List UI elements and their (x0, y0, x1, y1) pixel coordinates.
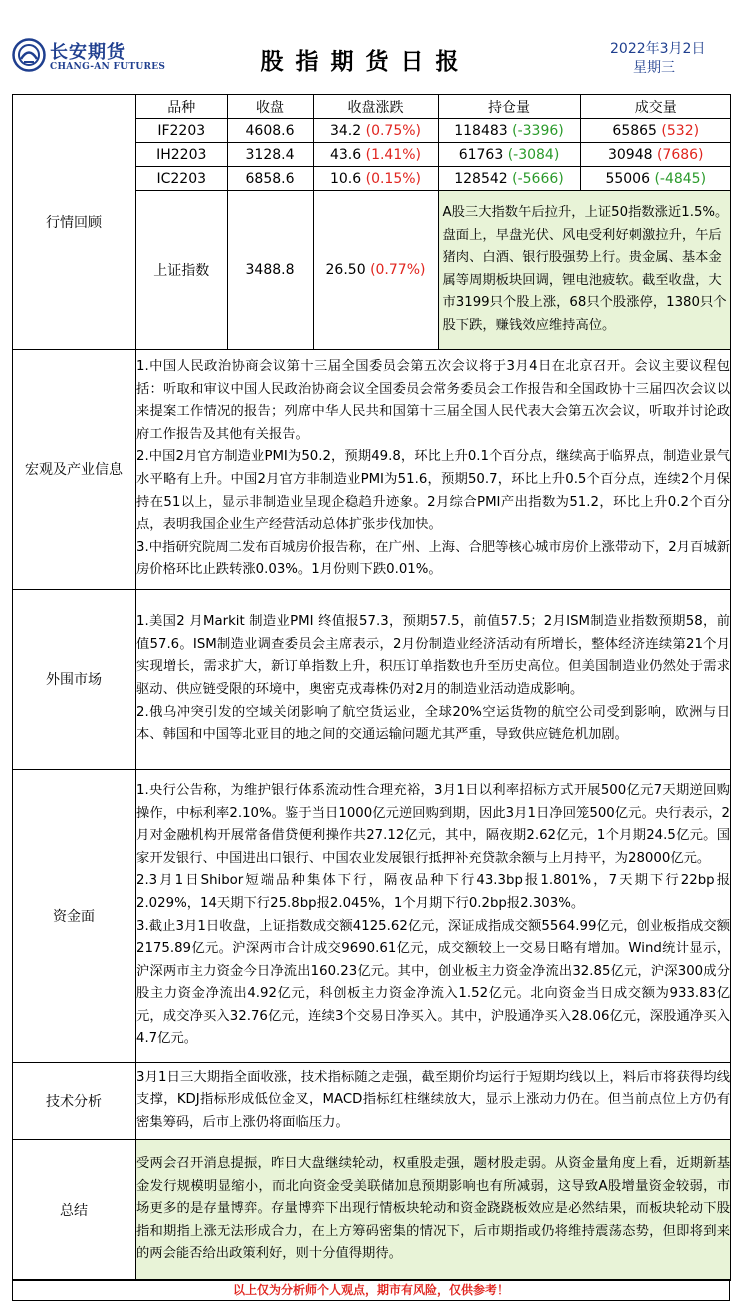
section-label-funds: 资金面 (13, 769, 136, 1062)
report-header (0, 0, 731, 95)
close-change: 43.6 (1.41%) (313, 143, 438, 167)
column-header: 持仓量 (438, 95, 580, 119)
change-percent: (0.75%) (365, 122, 422, 139)
market-comment: A股三大指数午后拉升，上证50指数涨近1.5%。盘面上，早盘光伏、风电受利好刺激拉升，午后猪肉、白酒、银行股强势上行。贵金属、基本金属等周期板块回调，锂电池疲软。截至收盘，大市3199只个股上涨，68只个股涨停，1380只个股下跌，赚钱效应维持高位。 (438, 191, 731, 349)
index-row (136, 191, 731, 349)
volume-change: (-4845) (654, 170, 707, 187)
macro-content (136, 349, 731, 589)
technical-row (13, 1062, 731, 1139)
section-label-overseas: 外围市场 (13, 589, 136, 769)
index-name: 上证指数 (136, 191, 227, 349)
paragraph: 2.俄乌冲突引发的空域关闭影响了航空货运业，全球20%空运货物的航空公司受到影响，欧洲与日本、韩国和中国等北亚目的地之间的交通运输问题尤其严重，导致供应链危机加剧。 (136, 704, 730, 743)
table-row (136, 119, 731, 143)
report-table (12, 94, 731, 1281)
market-content (136, 95, 731, 350)
column-header: 收盘 (227, 95, 313, 119)
brand-name-en: CHANG-AN FUTURES (50, 62, 166, 72)
paragraph: 1.美国2 月Markit 制造业PMI 终值报57.3，预期57.5，前值57.5；2月ISM制造业指数预期58，前值57.6。ISM制造业调查委员会主席表示，2月份制造业经济活动有所增长，整体经济连续第21个月实现增长，需求扩大，新订单指数上升，积压订单指数也升至历史高位。但美国制造业仍然处于需求驱动、供应链受限的环境中，奥密克戎毒株仍对2月的制造业活动造成影响。 (136, 614, 730, 697)
report-date: 2022年3月2日 (610, 41, 706, 57)
volume: 30948 (7686) (580, 143, 731, 167)
report-title: 股指期货日报 (260, 49, 471, 75)
funds-row (13, 769, 731, 1062)
volume-change: (7686) (656, 146, 704, 163)
overseas-content (136, 589, 731, 769)
market-header-row (136, 95, 731, 119)
paragraph: 2.3月1日Shibor短端品种集体下行，隔夜品种下行43.3bp报1.801%，7天期下行22bp报2.029%，14天期下行25.8bp报2.045%，1个月期下行0.2bp报2.303%。 (136, 873, 730, 911)
volume: 65865 (532) (580, 119, 731, 143)
close-price: 6858.6 (227, 167, 313, 191)
oi-change: (-3084) (507, 146, 560, 163)
paragraph: 3.中指研究院周二发布百城房价报告称，在广州、上海、合肥等核心城市房价上涨带动下，2月百城新房价格环比止跌转涨0.03%。1月份则下跌0.01%。 (136, 539, 730, 578)
index-change: 26.50 (0.77%) (313, 191, 438, 349)
paragraph: 3.截止3月1日收盘，上证指数成交额4125.62亿元，深证成指成交额5564.99亿元，创业板指成交额2175.89亿元。沪深两市合计成交9690.61亿元，成交额较上一交易日略有增加。Wind统计显示，沪深两市主力资金今日净流出160.23亿元。其中，创业板主力资金净流出32.85亿元，沪深300成分股主力资金净流出4.92亿元，科创板主力资金净流入1.52亿元。北向资金当日成交额为933.83亿元，成交净买入32.76亿元，连续3个交易日净买入。其中，沪股通净买入28.06亿元，深股通净买入4.7亿元。 (136, 918, 730, 1047)
open-interest: 118483 (-3396) (438, 119, 580, 143)
summary-content (136, 1139, 731, 1280)
table-row (136, 143, 731, 167)
overseas-row (13, 589, 731, 769)
report-weekday: 星期三 (633, 60, 675, 76)
paragraph: 3月1日三大期指全面收涨，技术指标随之走强，截至期价均运行于短期均线以上，料后市将获得均线支撑，KDJ指标形成低位金叉，MACD指标红柱继续放大，显示上涨动力仍在。但当前点位上方仍有密集筹码，后市上涨仍将面临压力。 (136, 1069, 730, 1130)
change-percent: (0.77%) (370, 261, 426, 278)
summary-row (13, 1139, 731, 1280)
section-label-technical: 技术分析 (13, 1062, 136, 1139)
column-header: 收盘涨跌 (313, 95, 438, 119)
contract-name: IH2203 (136, 143, 227, 167)
change-percent: (1.41%) (365, 146, 422, 163)
open-interest: 128542 (-5666) (438, 167, 580, 191)
column-header: 成交量 (580, 95, 731, 119)
contract-name: IC2203 (136, 167, 227, 191)
paragraph: 2.中国2月官方制造业PMI为50.2，预期49.8，环比上升0.1个百分点，继续高于临界点，制造业景气水平略有上升。中国2月官方非制造业PMI为51.6，预期50.7，环比上升0.5个百分点，连续2个月保持在51以上，显示非制造业呈现企稳趋升迹象。2月综合PMI产出指数为51.2，环比上升0.2个百分点，表明我国企业生产经营活动总体扩张步伐加快。 (136, 449, 730, 533)
paragraph: 1.中国人民政治协商会议第十三届全国委员会第五次会议将于3月4日在北京召开。会议主要议程包括：听取和审议中国人民政治协商会议全国委员会常务委员会工作报告和全国政协十三届四次会议以来提案工作情况的报告；列席中华人民共和国第十三届全国人民代表大会第五次会议，听取并讨论政府工作报告及其他有关报告。 (136, 359, 730, 442)
funds-content (136, 769, 731, 1062)
section-label-market: 行情回顾 (13, 95, 136, 350)
oi-change: (-3396) (512, 122, 564, 139)
close-price: 3128.4 (227, 143, 313, 167)
close-change: 34.2 (0.75%) (313, 119, 438, 143)
volume-change: (532) (661, 122, 700, 139)
volume: 55006 (-4845) (580, 167, 731, 191)
close-change: 10.6 (0.15%) (313, 167, 438, 191)
contract-name: IF2203 (136, 119, 227, 143)
market-table (136, 95, 731, 349)
technical-content (136, 1062, 731, 1139)
close-price: 4608.6 (227, 119, 313, 143)
paragraph: 受两会召开消息提振，昨日大盘继续轮动，权重股走强，题材股走弱。从资金量角度上看，近期新基金发行规模明显缩小，而北向资金受美联储加息预期影响也有所减弱，这导致A股增量资金较弱，市场更多的是存量博弈。存量博弈下出现行情板块轮动和资金跷跷板效应是必然结果，而板块轮动下股指和期指上涨无法形成合力，在上方筹码密集的情况下，后市期指或仍将维持震荡态势，但即将到来的两会能否给出政策利好，则十分值得期待。 (136, 1156, 730, 1262)
change-percent: (0.15%) (365, 170, 422, 187)
market-review-row (13, 95, 731, 350)
index-close: 3488.8 (227, 191, 313, 349)
oi-change: (-5666) (512, 170, 564, 187)
open-interest: 61763 (-3084) (438, 143, 580, 167)
brand-name: 长安期货 (50, 42, 126, 63)
section-label-summary: 总结 (13, 1139, 136, 1280)
section-label-macro: 宏观及产业信息 (13, 349, 136, 589)
paragraph: 1.央行公告称，为维护银行体系流动性合理充裕，3月1日以利率招标方式开展500亿元7天期逆回购操作，中标利率2.10%。鉴于当日1000亿元逆回购到期，因此3月1日净回笼500亿元。央行表示，2月对金融机构开展常备借贷便利操作共27.12亿元，其中，隔夜期2.62亿元，1个月期24.5亿元。国家开发银行、中国进出口银行、中国农业发展银行抵押补充贷款余额与上月持平，为28000亿元。 (136, 782, 730, 866)
column-header: 品种 (136, 95, 227, 119)
disclaimer: 以上仅为分析师个人观点，期市有风险，仅供参考！ (12, 1279, 730, 1301)
macro-row (13, 349, 731, 589)
table-row (136, 167, 731, 191)
